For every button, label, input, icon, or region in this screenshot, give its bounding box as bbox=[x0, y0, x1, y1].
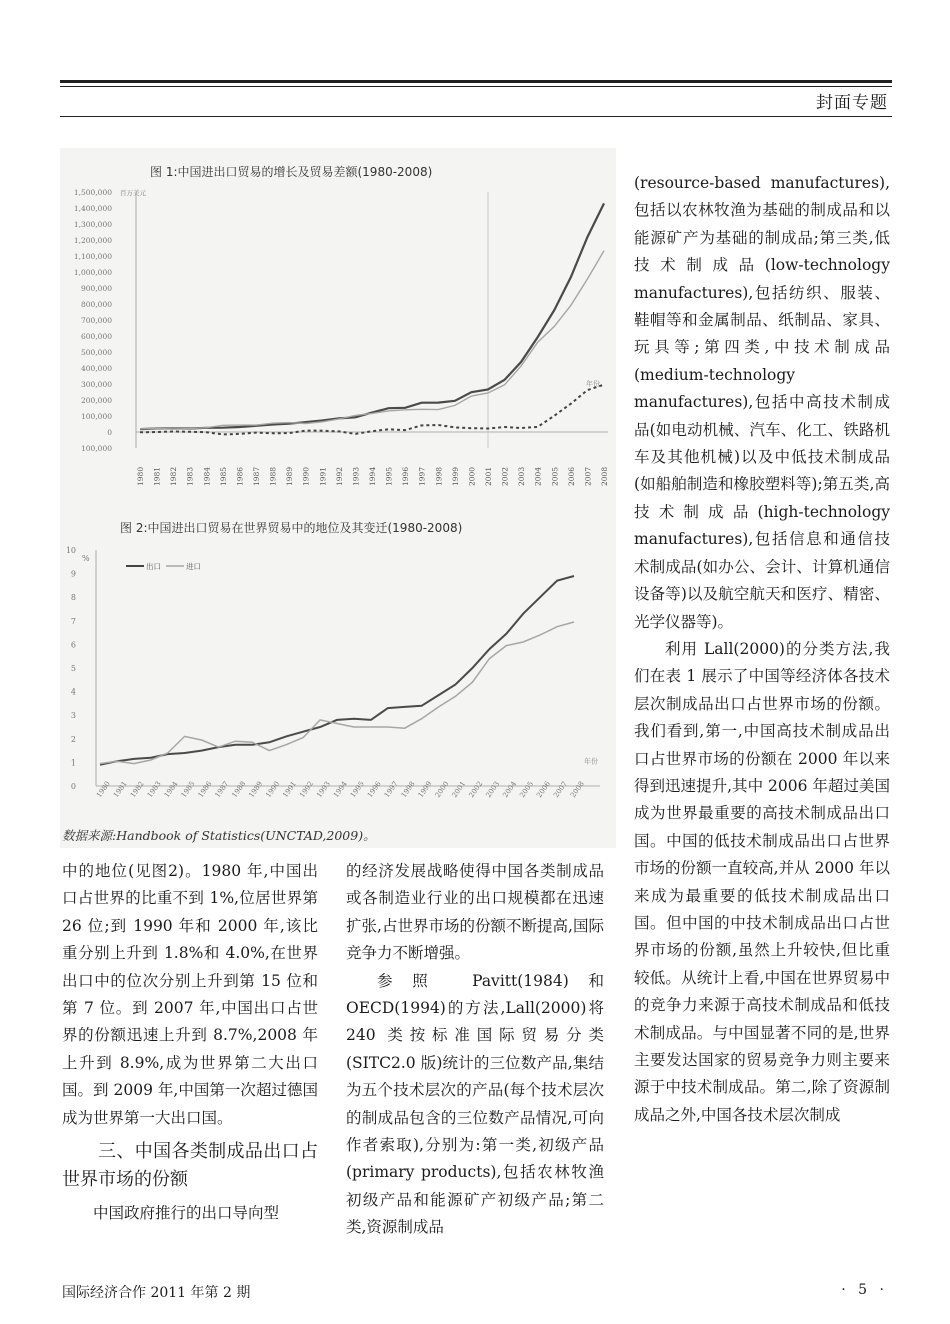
y-tick-label: 0 bbox=[107, 428, 112, 437]
x-tick-label: 2001 bbox=[484, 466, 493, 486]
x-tick-label: 1996 bbox=[365, 779, 383, 800]
column-2 bbox=[346, 858, 604, 1242]
x-tick-label: 1980 bbox=[136, 466, 145, 486]
x-tick-label: 1991 bbox=[281, 779, 299, 800]
y-tick-label: 700,000 bbox=[80, 316, 112, 325]
page-number: · 5 · bbox=[841, 1282, 888, 1298]
x-tick-label: 2004 bbox=[501, 779, 519, 800]
series-line-2 bbox=[140, 251, 604, 429]
y-tick-label: 1 bbox=[70, 758, 76, 768]
x-tick-label: 2002 bbox=[500, 466, 510, 486]
legend-label-import: 进口 bbox=[186, 562, 201, 571]
y-tick-label: 400,000 bbox=[80, 364, 112, 373]
x-tick-label: 1998 bbox=[399, 779, 417, 800]
x-tick-label: 2005 bbox=[550, 466, 560, 486]
x-tick-label: 2006 bbox=[566, 466, 576, 486]
column-1 bbox=[62, 858, 318, 1227]
x-tick-label: 1998 bbox=[434, 466, 444, 486]
x-tick-label: 2008 bbox=[600, 466, 609, 486]
section-heading: 三、中国各类制成品出口占世界市场的份额 bbox=[62, 1141, 318, 1191]
y-tick-label: 1,200,000 bbox=[73, 236, 112, 245]
y-tick-label: 0 bbox=[70, 782, 76, 791]
y-tick-label: 2 bbox=[70, 734, 76, 744]
y-tick-label: 900,000 bbox=[80, 284, 112, 293]
x-tick-label: 1992 bbox=[298, 779, 316, 800]
x-tick-label: 2000 bbox=[433, 779, 451, 800]
header-rule-bottom bbox=[60, 116, 892, 117]
x-tick-label: 1988 bbox=[230, 779, 248, 800]
x-tick-label: 1997 bbox=[417, 466, 427, 486]
x-tick-label: 1987 bbox=[213, 779, 231, 800]
x-tick-label: 1989 bbox=[247, 779, 265, 800]
x-tick-label: 1987 bbox=[252, 466, 261, 486]
x-tick-label: 1986 bbox=[235, 466, 245, 486]
figure-source: 数据来源:Handbook of Statistics(UNCTAD,2009)。 bbox=[62, 828, 376, 843]
x-tick-label: 1983 bbox=[185, 466, 195, 486]
legend-label-export: 出口 bbox=[146, 562, 161, 571]
y-tick-label: 100,000 bbox=[80, 444, 112, 453]
x-tick-label: 1986 bbox=[196, 779, 214, 800]
col3-paragraph-2: 利用 Lall(2000)的分类方法,我们在表 1 展示了中国等经济体各技术层次制成品出口占世界市场的份额。我们看到,第一,中国高技术制成品出口占世界市场的份额在 2000 年以来得到迅速提升,其中 2006 年超过美国成为世界最重要的高技术制成品出口国。中国的低技术制成品出口占世界市场的份额一直较高,并从 2000 年以来成为最重要的低技术制成品出口国。但中国的中技术制成品出口占世界市场的份额,虽然上升较快,但比重较低。从统计上看,中国在世界贸易中的竞争力来源于高技术制成品和低技术制成品。与中国显著不同的是,世界主要发达国家的贸易竞争力则主要来源于中技术制成品。第二,除了资源制成品之外,中国各技术层次制成 bbox=[634, 639, 890, 1124]
x-tick-label: 2001 bbox=[450, 779, 468, 800]
x-tick-label: 1997 bbox=[382, 779, 400, 800]
x-tick-label: 1985 bbox=[218, 466, 228, 486]
y-tick-label: 1,500,000 bbox=[73, 188, 112, 197]
series-line-2 bbox=[100, 622, 574, 764]
y-tick-label: 500,000 bbox=[80, 348, 112, 357]
col3-paragraph-1: (resource-based manufactures),包括以农林牧渔为基础的制成品和以能源矿产为基础的制成品;第三类,低技术制成品(low-technology manufactures),包括纺织、服装、鞋帽等和金属制品、纸制品、家具、玩具等;第四类,中技术制成品(medium-technology manufactures),包括中高技术制成品(如电动机械、汽车、化工、铁路机车及其他机械)以及中低技术制成品(如船舶制造和橡胶塑料等);第五类,高技术制成品(high-technology manufactures),包括信息和通信技术制成品(如办公、会计、计算机通信设备等)以及航空航天和医疗、精密、光学仪器等)。 bbox=[634, 174, 890, 631]
x-tick-label: 2003 bbox=[484, 779, 502, 800]
y-tick-label: 100,000 bbox=[80, 412, 112, 421]
x-tick-label: 1984 bbox=[162, 779, 180, 800]
column-3 bbox=[634, 170, 890, 1129]
y-tick-label: 5 bbox=[70, 664, 76, 673]
y-tick-label: 1,300,000 bbox=[73, 220, 112, 229]
x-tick-label: 1988 bbox=[268, 466, 278, 486]
x-tick-label: 2000 bbox=[467, 466, 477, 486]
x-tick-label: 1982 bbox=[169, 466, 179, 486]
x-tick-label: 1994 bbox=[332, 779, 349, 800]
x-tick-label: 1995 bbox=[384, 466, 394, 486]
journal-issue: 国际经济合作 2011 年第 2 期 bbox=[62, 1285, 251, 1301]
x-tick-label: 1981 bbox=[112, 779, 129, 800]
x-tick-label: 1981 bbox=[152, 466, 162, 486]
x-tick-label: 2003 bbox=[517, 466, 527, 486]
x-tick-label: 1990 bbox=[301, 466, 311, 486]
col1-paragraph-2: 中国政府推行的出口导向型 bbox=[93, 1204, 280, 1223]
x-tick-label: 1989 bbox=[285, 466, 295, 486]
series-line-1 bbox=[100, 576, 574, 765]
x-tick-label: 2005 bbox=[518, 779, 536, 800]
x-tick-label: 1993 bbox=[315, 779, 332, 800]
x-tick-label: 2008 bbox=[569, 779, 586, 800]
x-tick-label: 2007 bbox=[552, 779, 569, 800]
y-tick-label: 600,000 bbox=[80, 332, 112, 341]
year-label: 年份 bbox=[586, 380, 600, 388]
x-tick-label: 2002 bbox=[467, 779, 485, 800]
y-tick-label: 6 bbox=[70, 640, 76, 650]
col1-paragraph-1: 中的地位(见图2)。1980 年,中国出口占世界的比重不到 1%,位居世界第 26 位;到 1990 年和 2000 年,该比重分别上升到 1.8%和 4.0%,在世界出口中的位次分别上升到第 15 位和第 7 位。到 2007 年,中国出口占世界的份额迅速上升到 8.7%,2008 年上升到 8.9%,成为世界第二大出口国。到 2009 年,中国第一次超过德国成为世界第一大出口国。 bbox=[62, 862, 318, 1127]
col2-paragraph-2: 参照 Pavitt(1984)和 OECD(1994)的方法,Lall(2000)将 240 类按标准国际贸易分类(SITC2.0 版)统计的三位数产品,集结为五个技术层次的产品(每个技术层次的制成品包含的三位数产品情况,可向作者索取),分别为:第一类,初级产品(primary products),包括农林牧渔初级产品和能源矿产初级产品;第二类,资源制成品 bbox=[346, 971, 604, 1237]
y-tick-label: 300,000 bbox=[80, 380, 112, 389]
y-tick-label: 1,400,000 bbox=[73, 204, 112, 213]
y-tick-label: 7 bbox=[70, 616, 76, 626]
figure1-title: 图 1:中国进出口贸易的增长及贸易差额(1980-2008) bbox=[150, 165, 433, 179]
y-tick-label: 1,000,000 bbox=[73, 268, 112, 277]
y-tick-label: 1,100,000 bbox=[73, 252, 112, 261]
header-rule-thick bbox=[60, 80, 892, 83]
y-tick-label: 9 bbox=[70, 569, 76, 579]
x-tick-label: 1994 bbox=[368, 466, 377, 486]
x-tick-label: 1990 bbox=[264, 779, 282, 800]
year-label: 年份 bbox=[584, 757, 598, 766]
unit-label: % bbox=[82, 554, 90, 563]
x-tick-label: 1999 bbox=[416, 779, 434, 800]
y-tick-label: 4 bbox=[70, 687, 76, 697]
x-tick-label: 1999 bbox=[450, 466, 460, 486]
x-tick-label: 1985 bbox=[179, 779, 197, 800]
x-tick-label: 2004 bbox=[533, 466, 543, 486]
series-line-1 bbox=[140, 203, 604, 429]
x-tick-label: 2007 bbox=[583, 466, 593, 486]
x-tick-label: 1992 bbox=[334, 466, 344, 486]
y-tick-label: 10 bbox=[65, 546, 76, 555]
x-tick-label: 2006 bbox=[535, 779, 553, 800]
x-tick-label: 1980 bbox=[95, 779, 112, 800]
y-tick-label: 800,000 bbox=[80, 300, 112, 309]
figure1-chart bbox=[60, 180, 616, 515]
x-tick-label: 1995 bbox=[349, 779, 366, 800]
section-label: 封面专题 bbox=[816, 93, 888, 113]
col2-paragraph-1: 的经济发展战略使得中国各类制成品或各制造业行业的出口规模都在迅速扩张,占世界市场的份额不断提高,国际竞争力不断增强。 bbox=[346, 862, 604, 963]
x-tick-label: 1982 bbox=[128, 779, 146, 800]
figure2-title: 图 2:中国进出口贸易在世界贸易中的地位及其变迁(1980-2008) bbox=[120, 521, 463, 535]
x-tick-label: 1984 bbox=[202, 466, 212, 486]
x-tick-label: 1993 bbox=[351, 466, 361, 486]
x-tick-label: 1996 bbox=[401, 466, 411, 486]
y-tick-label: 200,000 bbox=[80, 396, 112, 405]
figure2-chart bbox=[60, 540, 616, 825]
x-tick-label: 1983 bbox=[145, 779, 163, 800]
header-rule-thin bbox=[60, 86, 892, 87]
x-tick-label: 1991 bbox=[318, 466, 328, 486]
unit-label: 百万美元 bbox=[120, 189, 146, 197]
y-tick-label: 8 bbox=[70, 593, 76, 603]
y-tick-label: 3 bbox=[70, 711, 76, 721]
